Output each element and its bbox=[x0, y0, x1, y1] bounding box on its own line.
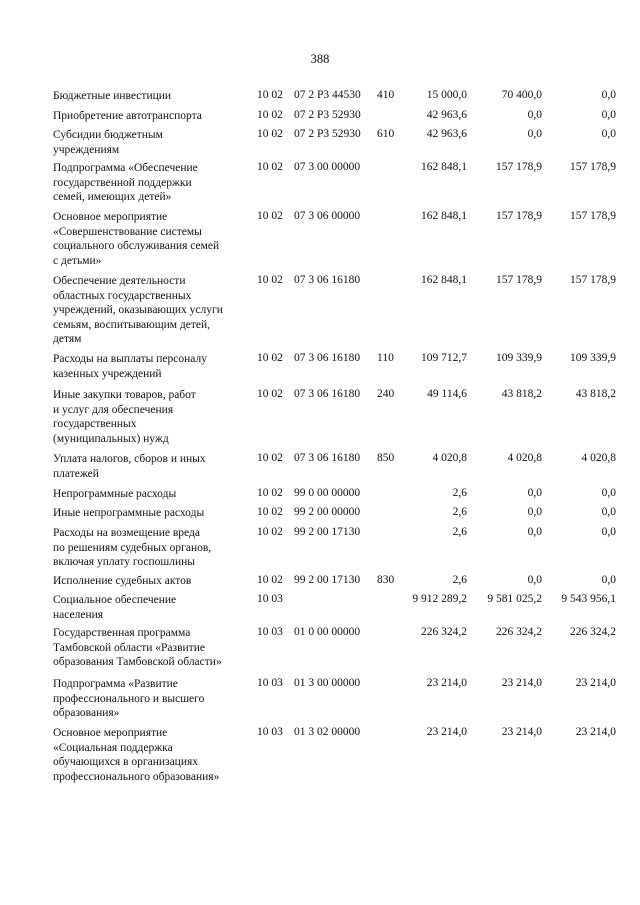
row-name: Обеспечение деятельности областных государственных учреждений, оказывающих услуги семьям, воспитывающим детей, детям bbox=[53, 275, 223, 345]
amount-year-3: 9 543 956,1 bbox=[561, 593, 616, 605]
target-article-code: 99 2 00 17130 bbox=[294, 526, 361, 538]
amount-year-2: 0,0 bbox=[527, 109, 542, 121]
amount-year-1: 49 114,6 bbox=[427, 388, 467, 400]
section-code: 10 03 bbox=[257, 726, 283, 738]
section-code: 10 03 bbox=[257, 677, 283, 689]
target-article-code: 07 3 06 16180 bbox=[294, 388, 361, 400]
amount-year-1: 42 963,6 bbox=[426, 128, 467, 140]
amount-year-1: 2,6 bbox=[452, 526, 467, 538]
row-name: Бюджетные инвестиции bbox=[53, 90, 172, 102]
row-name: Иные закупки товаров, работ и услуг для обеспечения государственных (муниципальных) нужд bbox=[53, 389, 196, 445]
amount-year-3: 0,0 bbox=[601, 526, 616, 538]
expense-type-code: 240 bbox=[377, 388, 395, 400]
target-article-code: 07 3 06 00000 bbox=[294, 210, 361, 222]
amount-year-1: 23 214,0 bbox=[426, 726, 467, 738]
amount-year-2: 0,0 bbox=[527, 574, 542, 586]
row-name: Государственная программа Тамбовской области «Развитие образования Тамбовской области» bbox=[53, 627, 222, 668]
row-name: Расходы на выплаты персоналу казенных учреждений bbox=[53, 353, 207, 380]
row-name: Основное мероприятие «Социальная поддержка обучающихся в организациях профессионального образования» bbox=[53, 727, 220, 783]
amount-year-2: 70 400,0 bbox=[501, 89, 542, 101]
amount-year-2: 4 020,8 bbox=[507, 452, 542, 464]
target-article-code: 99 2 00 00000 bbox=[294, 506, 361, 518]
section-code: 10 02 bbox=[257, 89, 283, 101]
amount-year-2: 0,0 bbox=[527, 487, 542, 499]
section-code: 10 02 bbox=[257, 452, 283, 464]
section-code: 10 03 bbox=[257, 626, 283, 638]
amount-year-3: 43 818,2 bbox=[575, 388, 616, 400]
target-article-code: 07 2 P3 44530 bbox=[294, 89, 361, 101]
amount-year-3: 0,0 bbox=[601, 506, 616, 518]
amount-year-1: 162 848,1 bbox=[421, 274, 467, 286]
amount-year-1: 2,6 bbox=[452, 506, 467, 518]
amount-year-1: 23 214,0 bbox=[426, 677, 467, 689]
amount-year-3: 23 214,0 bbox=[575, 677, 616, 689]
target-article-code: 99 2 00 17130 bbox=[294, 574, 361, 586]
expense-type-code: 410 bbox=[377, 89, 395, 101]
expense-type-code: 830 bbox=[377, 574, 395, 586]
section-code: 10 02 bbox=[257, 109, 283, 121]
amount-year-1: 109 712,7 bbox=[421, 352, 467, 364]
row-name: Подпрограмма «Обеспечение государственной поддержки семей, имеющих детей» bbox=[53, 162, 198, 203]
amount-year-1: 2,6 bbox=[452, 574, 467, 586]
row-name: Приобретение автотранспорта bbox=[53, 110, 202, 122]
amount-year-3: 0,0 bbox=[601, 128, 616, 140]
target-article-code: 07 3 00 00000 bbox=[294, 161, 361, 173]
amount-year-2: 23 214,0 bbox=[501, 726, 542, 738]
row-name: Иные непрограммные расходы bbox=[53, 507, 205, 519]
amount-year-1: 162 848,1 bbox=[421, 210, 467, 222]
row-name: Расходы на возмещение вреда по решениям судебных органов, включая уплату госпошлины bbox=[53, 527, 212, 568]
page-number: 388 bbox=[310, 52, 330, 66]
row-name: Основное мероприятие «Совершенствование системы социального обслуживания семей с детьми» bbox=[53, 211, 220, 267]
section-code: 10 03 bbox=[257, 593, 283, 605]
section-code: 10 02 bbox=[257, 352, 283, 364]
amount-year-2: 9 581 025,2 bbox=[487, 593, 542, 605]
target-article-code: 07 3 06 16180 bbox=[294, 274, 361, 286]
expense-type-code: 850 bbox=[377, 452, 395, 464]
section-code: 10 02 bbox=[257, 487, 283, 499]
target-article-code: 01 3 00 00000 bbox=[294, 677, 361, 689]
row-name: Непрограммные расходы bbox=[53, 488, 177, 500]
amount-year-3: 157 178,9 bbox=[570, 161, 616, 173]
amount-year-1: 42 963,6 bbox=[426, 109, 467, 121]
amount-year-3: 226 324,2 bbox=[570, 626, 616, 638]
amount-year-2: 43 818,2 bbox=[501, 388, 542, 400]
target-article-code: 07 3 06 16180 bbox=[294, 352, 361, 364]
amount-year-3: 157 178,9 bbox=[570, 210, 616, 222]
row-name: Субсидии бюджетным учреждениям bbox=[53, 129, 163, 156]
section-code: 10 02 bbox=[257, 161, 283, 173]
amount-year-2: 157 178,9 bbox=[496, 161, 542, 173]
amount-year-3: 0,0 bbox=[601, 89, 616, 101]
amount-year-1: 226 324,2 bbox=[421, 626, 467, 638]
section-code: 10 02 bbox=[257, 388, 283, 400]
section-code: 10 02 bbox=[257, 574, 283, 586]
section-code: 10 02 bbox=[257, 210, 283, 222]
expense-type-code: 610 bbox=[377, 128, 395, 140]
amount-year-3: 4 020,8 bbox=[581, 452, 616, 464]
amount-year-2: 23 214,0 bbox=[501, 677, 542, 689]
amount-year-1: 4 020,8 bbox=[432, 452, 467, 464]
amount-year-2: 0,0 bbox=[527, 506, 542, 518]
amount-year-3: 23 214,0 bbox=[575, 726, 616, 738]
amount-year-2: 157 178,9 bbox=[496, 210, 542, 222]
amount-year-3: 0,0 bbox=[601, 487, 616, 499]
amount-year-1: 9 912 289,2 bbox=[412, 593, 467, 605]
expense-type-code: 110 bbox=[377, 352, 394, 364]
row-name: Уплата налогов, сборов и иных платежей bbox=[53, 453, 206, 480]
row-name: Исполнение судебных актов bbox=[53, 575, 192, 587]
amount-year-3: 0,0 bbox=[601, 574, 616, 586]
target-article-code: 07 3 06 16180 bbox=[294, 452, 361, 464]
amount-year-1: 162 848,1 bbox=[421, 161, 467, 173]
target-article-code: 01 0 00 00000 bbox=[294, 626, 361, 638]
target-article-code: 01 3 02 00000 bbox=[294, 726, 361, 738]
target-article-code: 99 0 00 00000 bbox=[294, 487, 361, 499]
amount-year-2: 226 324,2 bbox=[496, 626, 542, 638]
amount-year-2: 157 178,9 bbox=[496, 274, 542, 286]
row-name: Подпрограмма «Развитие профессионального и высшего образования» bbox=[53, 678, 205, 719]
target-article-code: 07 2 P3 52930 bbox=[294, 109, 361, 121]
amount-year-1: 2,6 bbox=[452, 487, 467, 499]
amount-year-1: 15 000,0 bbox=[426, 89, 467, 101]
section-code: 10 02 bbox=[257, 128, 283, 140]
row-name: Социальное обеспечение населения bbox=[53, 594, 177, 621]
amount-year-3: 157 178,9 bbox=[570, 274, 616, 286]
amount-year-3: 0,0 bbox=[601, 109, 616, 121]
section-code: 10 02 bbox=[257, 274, 283, 286]
amount-year-2: 0,0 bbox=[527, 128, 542, 140]
target-article-code: 07 2 P3 52930 bbox=[294, 128, 361, 140]
amount-year-3: 109 339,9 bbox=[570, 352, 616, 364]
amount-year-2: 109 339,9 bbox=[496, 352, 542, 364]
section-code: 10 02 bbox=[257, 526, 283, 538]
section-code: 10 02 bbox=[257, 506, 283, 518]
amount-year-2: 0,0 bbox=[527, 526, 542, 538]
